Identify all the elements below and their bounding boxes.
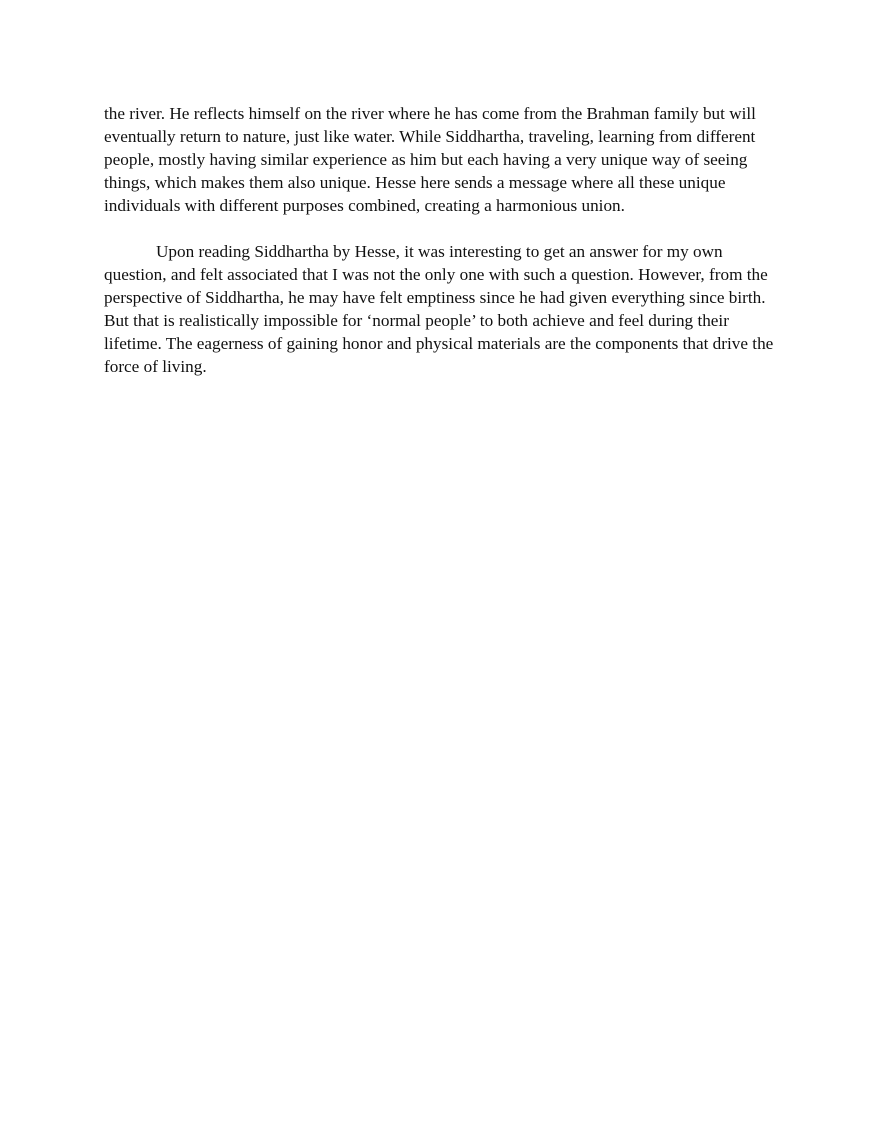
paragraph-line: the river. He reflects himself on the river where he has come from the Brahman family but will [104,104,756,123]
paragraph-line: question, and felt associated that I was not the only one with such a question. However, from the [104,265,768,284]
paragraph-line: eventually return to nature, just like water. While Siddhartha, traveling, learning from different [104,127,756,146]
document-body [104,102,780,378]
paragraph-line: perspective of Siddhartha, he may have felt emptiness since he had given everything since birth. [104,288,766,307]
paragraph-line: things, which makes them also unique. Hesse here sends a message where all these unique [104,173,726,192]
paragraph-spacer [104,217,780,240]
paragraph-line: But that is realistically impossible for ‘normal people’ to both achieve and feel during their [104,311,729,330]
paragraph-2 [104,240,780,378]
paragraph-line: Upon reading Siddhartha by Hesse, it was interesting to get an answer for my own [156,242,723,261]
paragraph-line: people, mostly having similar experience as him but each having a very unique way of seeing [104,150,748,169]
paragraph-line: force of living. [104,357,207,376]
paragraph-line: individuals with different purposes combined, creating a harmonious union. [104,196,625,215]
paragraph-1 [104,102,780,217]
paragraph-line: lifetime. The eagerness of gaining honor and physical materials are the components that drive the [104,334,774,353]
